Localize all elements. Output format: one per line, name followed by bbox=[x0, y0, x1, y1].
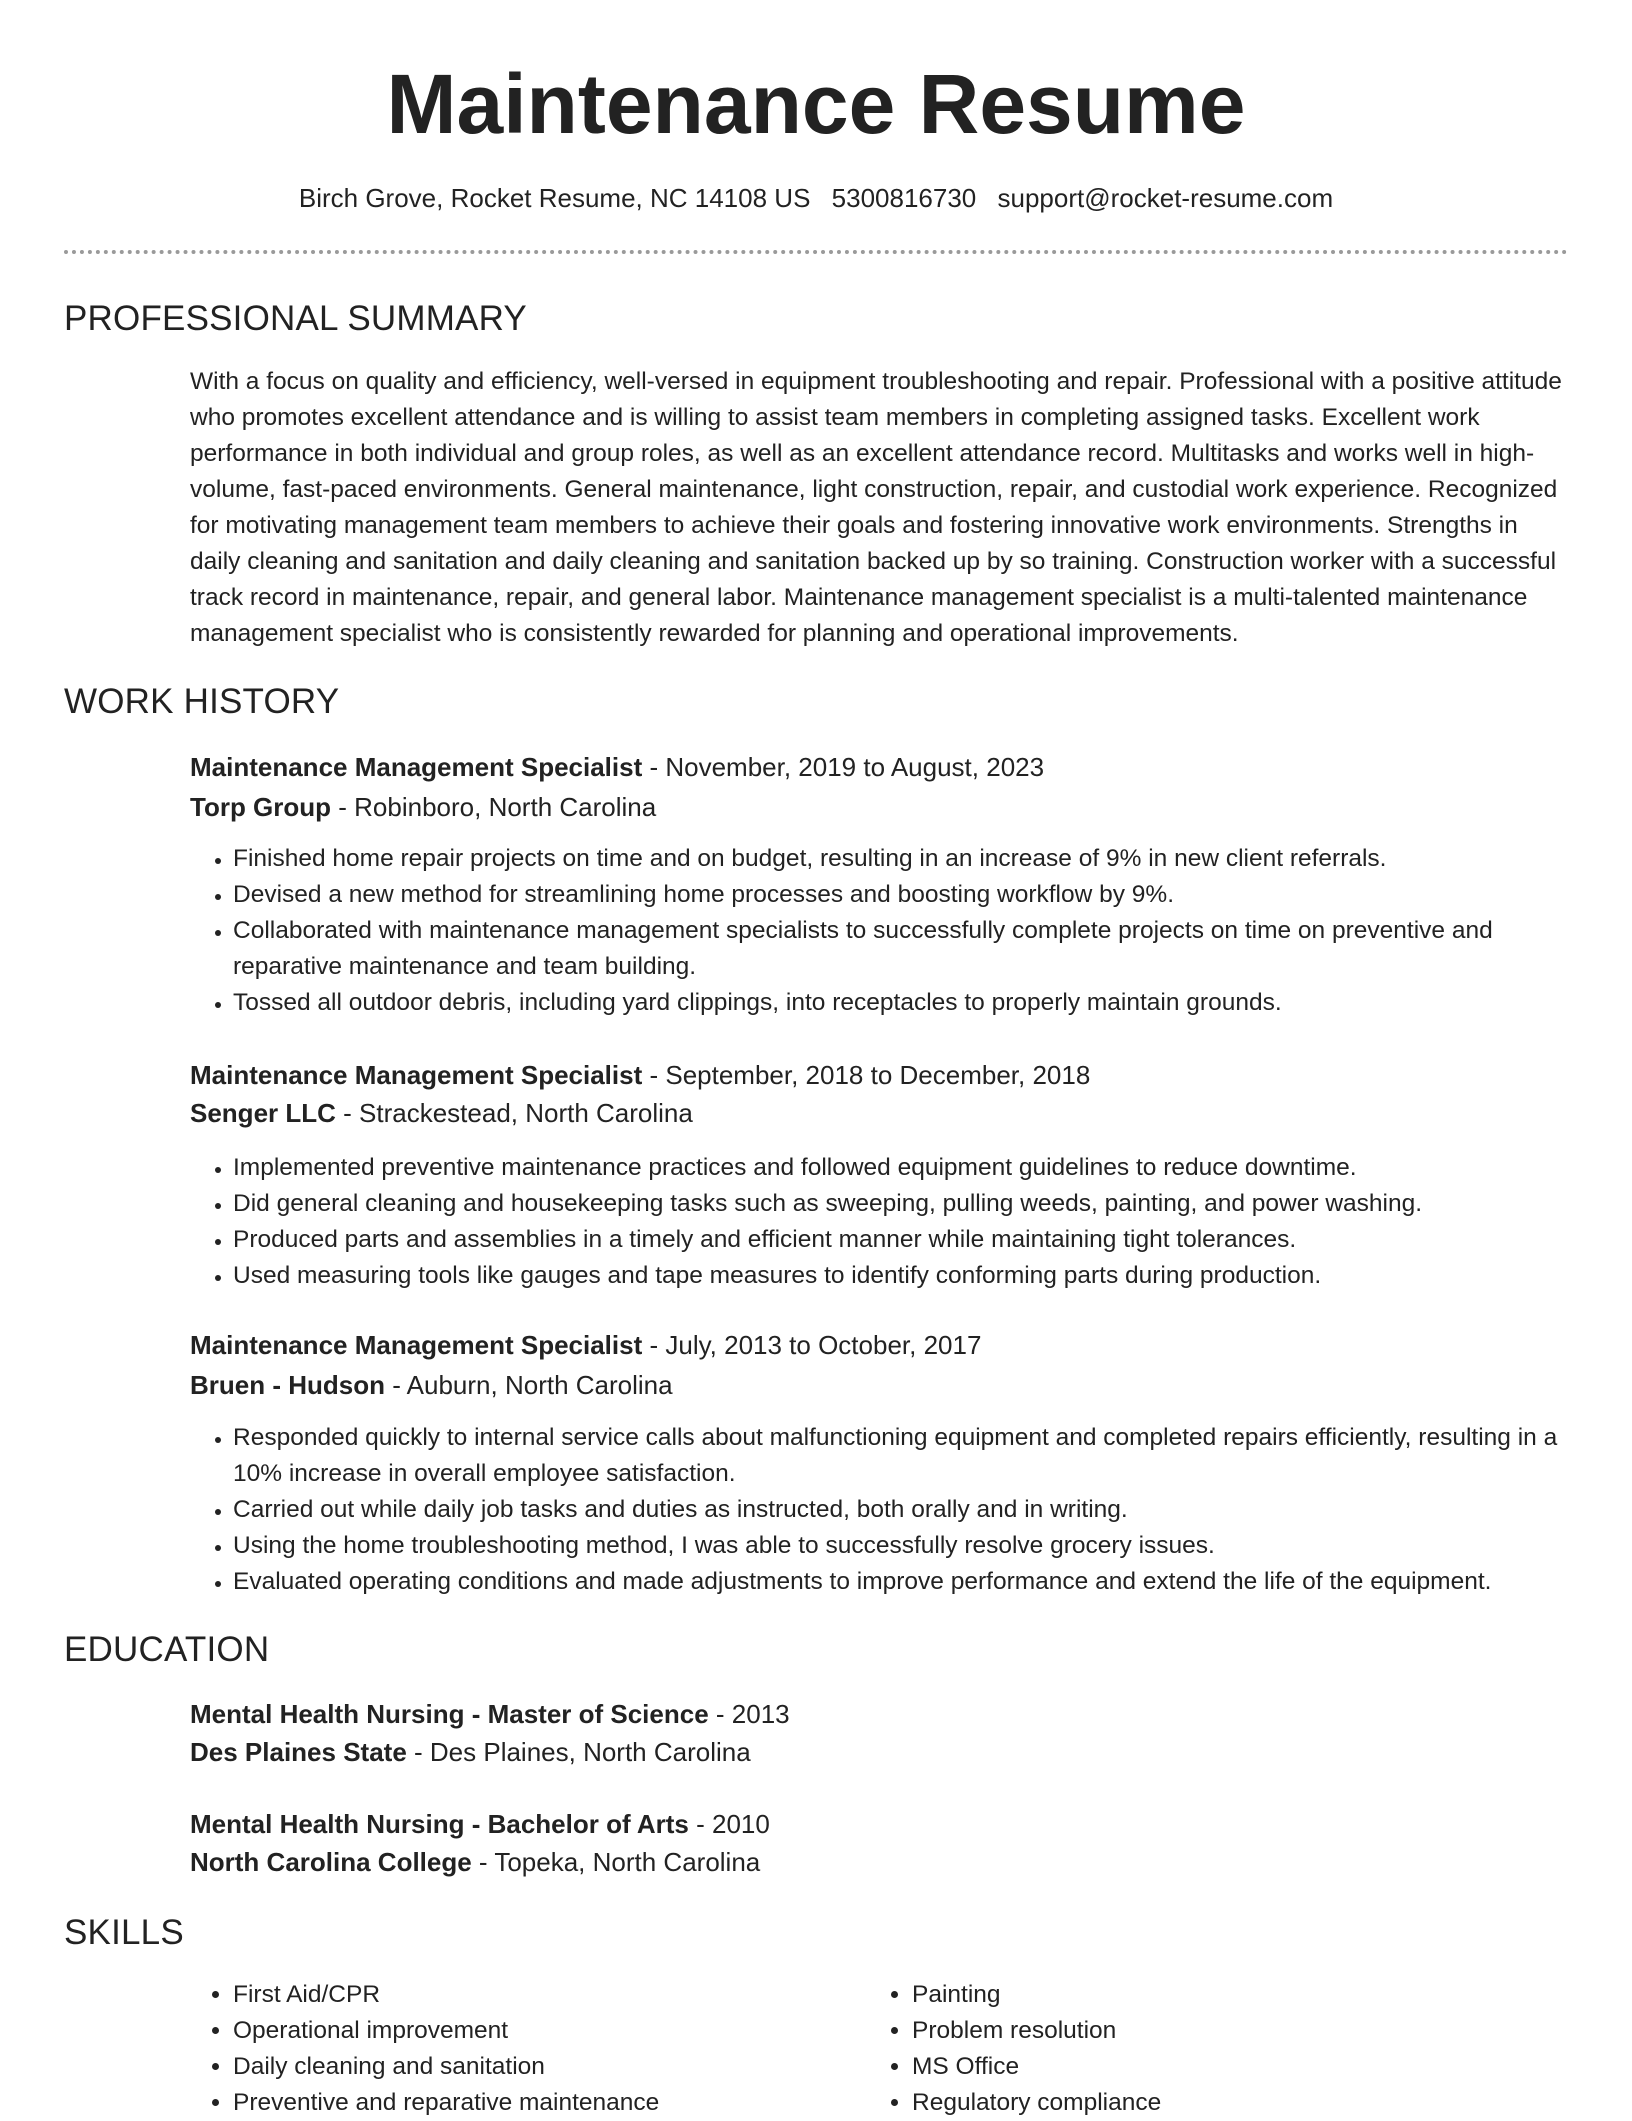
education-school-line bbox=[190, 1734, 751, 1770]
job-bullet: • Did general cleaning and housekeeping tasks such as sweeping, pulling weeds, painting, and power washing. bbox=[233, 1186, 1593, 1222]
education-school: Des Plaines State bbox=[190, 1737, 407, 1767]
job-company: Senger LLC bbox=[190, 1098, 336, 1128]
education-degree-line bbox=[190, 1696, 790, 1732]
job-company: Torp Group bbox=[190, 792, 332, 822]
skill-item: • Daily cleaning and sanitation bbox=[233, 2049, 833, 2085]
job-bullets bbox=[190, 841, 1593, 1021]
job-dates: - September, 2018 to December, 2018 bbox=[642, 1060, 1091, 1090]
education-school-line bbox=[190, 1844, 760, 1880]
education-degree: Mental Health Nursing - Master of Science bbox=[190, 1699, 709, 1729]
education-location: - Topeka, North Carolina bbox=[471, 1847, 761, 1877]
skill-item: • First Aid/CPR bbox=[233, 1977, 833, 2013]
education-degree: Mental Health Nursing - Bachelor of Arts bbox=[190, 1809, 689, 1839]
job-bullets bbox=[190, 1420, 1593, 1600]
job-dates: - November, 2019 to August, 2023 bbox=[642, 752, 1045, 782]
job-role: Maintenance Management Specialist bbox=[190, 1060, 643, 1090]
job-bullets bbox=[190, 1150, 1593, 1294]
contact-line bbox=[0, 180, 1632, 216]
skill-item: • Painting bbox=[912, 1977, 1512, 2013]
contact-email: support@rocket-resume.com bbox=[997, 183, 1334, 213]
job-company-line bbox=[190, 1095, 693, 1131]
section-title-education: EDUCATION bbox=[64, 1630, 270, 1669]
job-bullet: • Tossed all outdoor debris, including yard clippings, into receptacles to properly maintain grounds. bbox=[233, 985, 1593, 1021]
skill-item: • Problem resolution bbox=[912, 2013, 1512, 2049]
job-bullet: • Collaborated with maintenance management specialists to successfully complete projects on time on preventive and reparative maintenance and team building. bbox=[233, 913, 1593, 985]
job-bullet: • Used measuring tools like gauges and tape measures to identify conforming parts during production. bbox=[233, 1258, 1593, 1294]
job-location: - Strackestead, North Carolina bbox=[335, 1098, 693, 1128]
header-divider bbox=[64, 250, 1568, 254]
job-bullet: • Using the home troubleshooting method, I was able to successfully resolve grocery issues. bbox=[233, 1528, 1593, 1564]
skill-item: • Regulatory compliance bbox=[912, 2085, 1512, 2121]
skills-list-left bbox=[190, 1977, 833, 2121]
job-location: - Robinboro, North Carolina bbox=[331, 792, 657, 822]
section-title-work-history: WORK HISTORY bbox=[64, 682, 340, 721]
job-bullet: • Devised a new method for streamlining home processes and boosting workflow by 9%. bbox=[233, 877, 1593, 913]
contact-phone: 5300816730 bbox=[831, 183, 977, 213]
job-company: Bruen - Hudson bbox=[190, 1370, 385, 1400]
skill-item: • MS Office bbox=[912, 2049, 1512, 2085]
job-bullet: • Implemented preventive maintenance practices and followed equipment guidelines to reduce downtime. bbox=[233, 1150, 1593, 1186]
section-title-summary: PROFESSIONAL SUMMARY bbox=[64, 299, 527, 338]
job-company-line bbox=[190, 1367, 673, 1403]
job-bullet: • Carried out while daily job tasks and duties as instructed, both orally and in writing. bbox=[233, 1492, 1593, 1528]
education-year: - 2010 bbox=[688, 1809, 770, 1839]
skills-list-right bbox=[869, 1977, 1512, 2121]
skill-item: • Operational improvement bbox=[233, 2013, 833, 2049]
skill-item: • Preventive and reparative maintenance bbox=[233, 2085, 833, 2121]
job-role: Maintenance Management Specialist bbox=[190, 752, 643, 782]
summary-text: With a focus on quality and efficiency, well-versed in equipment troubleshooting and repair. Professional with a positive attitude who promotes excellent attendance and is willing to assist team members in completing assigned tasks. Excellent work performance in both individual and group roles, as well as an excellent attendance record. Multitasks and works well in high-volume, fast-paced environments. General maintenance, light construction, repair, and custodial work experience. Recognized for motivating management team members to achieve their goals and fostering innovative work environments. Strengths in daily cleaning and sanitation and daily cleaning and sanitation backed up by so training. Construction worker with a successful track record in maintenance, repair, and general labor. Maintenance management specialist is a multi-talented maintenance management specialist who is consistently rewarded for planning and operational improvements. bbox=[190, 368, 1562, 647]
job-title-line bbox=[190, 1327, 981, 1363]
job-bullet: • Produced parts and assemblies in a timely and efficient manner while maintaining tight tolerances. bbox=[233, 1222, 1593, 1258]
section-title-skills: SKILLS bbox=[64, 1913, 184, 1952]
education-school: North Carolina College bbox=[190, 1847, 472, 1877]
education-location: - Des Plaines, North Carolina bbox=[406, 1737, 751, 1767]
job-company-line bbox=[190, 789, 656, 825]
job-location: - Auburn, North Carolina bbox=[385, 1370, 673, 1400]
resume-title: Maintenance Resume bbox=[386, 57, 1246, 151]
job-bullet: • Finished home repair projects on time and on budget, resulting in an increase of 9% in new client referrals. bbox=[233, 841, 1593, 877]
job-bullet: • Responded quickly to internal service calls about malfunctioning equipment and completed repairs efficiently, resulting in a 10% increase in overall employee satisfaction. bbox=[233, 1420, 1593, 1492]
job-bullet: • Evaluated operating conditions and made adjustments to improve performance and extend the life of the equipment. bbox=[233, 1564, 1593, 1600]
job-dates: - July, 2013 to October, 2017 bbox=[642, 1330, 982, 1360]
contact-address: Birch Grove, Rocket Resume, NC 14108 US bbox=[298, 183, 811, 213]
job-role: Maintenance Management Specialist bbox=[190, 1330, 643, 1360]
job-title-line bbox=[190, 1057, 1090, 1093]
education-year: - 2013 bbox=[708, 1699, 790, 1729]
job-title-line bbox=[190, 749, 1044, 785]
education-degree-line bbox=[190, 1806, 770, 1842]
